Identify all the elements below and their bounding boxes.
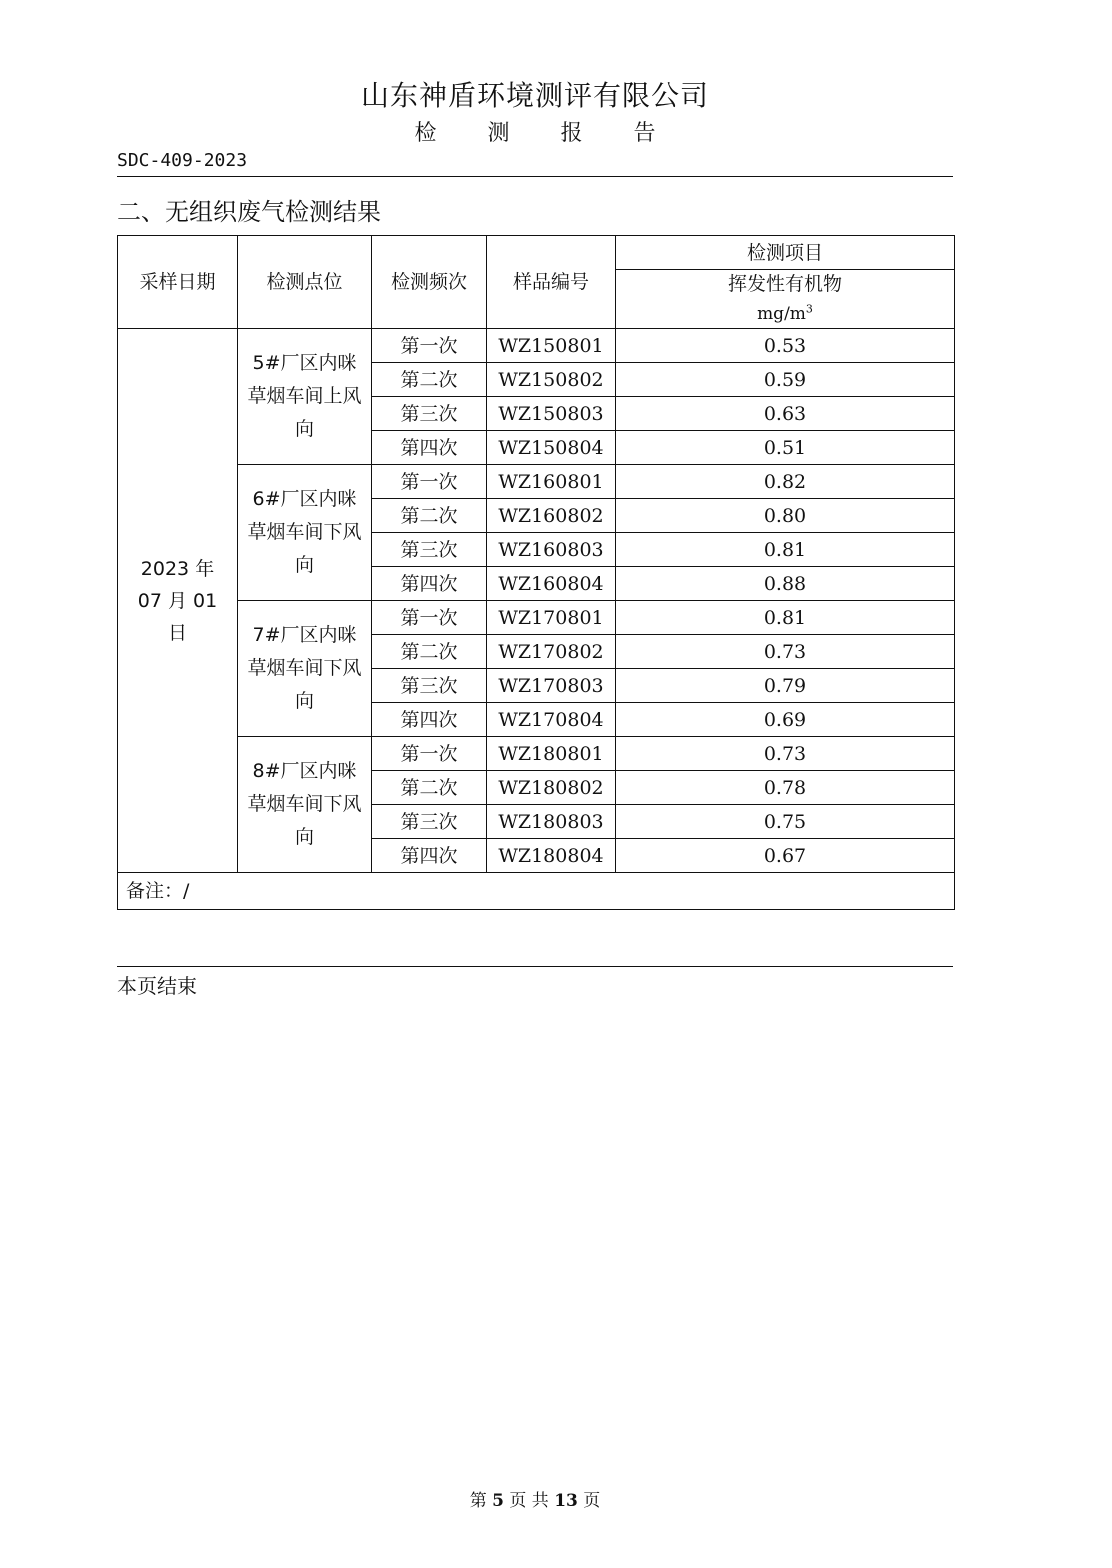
header-divider: [117, 176, 953, 177]
page-current: 5: [492, 1491, 504, 1511]
sample-id-cell: WZ160802: [487, 499, 616, 533]
frequency-cell: 第四次: [372, 703, 487, 737]
sample-id-cell: WZ180804: [487, 839, 616, 873]
item-name: 挥发性有机物: [727, 272, 842, 295]
section-title: 二、无组织废气检测结果: [117, 198, 381, 226]
location-cell: 5#厂区内咪草烟车间上风向: [238, 329, 372, 465]
col-header-item-group: 检测项目: [616, 236, 955, 270]
sample-id-cell: WZ160804: [487, 567, 616, 601]
location-cell: 6#厂区内咪草烟车间下风向: [238, 465, 372, 601]
value-cell: 0.75: [616, 805, 955, 839]
frequency-cell: 第一次: [372, 465, 487, 499]
frequency-cell: 第一次: [372, 737, 487, 771]
col-header-location: 检测点位: [238, 236, 372, 329]
unit-base: mg/m: [757, 304, 806, 325]
page-end-text: 本页结束: [117, 974, 197, 998]
value-cell: 0.67: [616, 839, 955, 873]
item-unit: [757, 304, 813, 324]
value-cell: 0.51: [616, 431, 955, 465]
report-title: 检 测 报 告: [414, 121, 678, 146]
frequency-cell: 第三次: [372, 669, 487, 703]
frequency-cell: 第三次: [372, 533, 487, 567]
frequency-cell: 第二次: [372, 499, 487, 533]
end-divider: [117, 966, 953, 967]
frequency-cell: 第四次: [372, 839, 487, 873]
page-label-1: 第: [469, 1491, 487, 1511]
location-cell: 8#厂区内咪草烟车间下风向: [238, 737, 372, 873]
frequency-cell: 第三次: [372, 397, 487, 431]
sample-id-cell: WZ170802: [487, 635, 616, 669]
value-cell: 0.63: [616, 397, 955, 431]
sample-id-cell: WZ180802: [487, 771, 616, 805]
sample-id-cell: WZ160803: [487, 533, 616, 567]
frequency-cell: 第二次: [372, 635, 487, 669]
value-cell: 0.79: [616, 669, 955, 703]
col-header-sample: 样品编号: [487, 236, 616, 329]
sample-id-cell: WZ150802: [487, 363, 616, 397]
page-total: 13: [554, 1491, 578, 1511]
value-cell: 0.80: [616, 499, 955, 533]
sample-id-cell: WZ150803: [487, 397, 616, 431]
frequency-cell: 第二次: [372, 363, 487, 397]
sample-id-cell: WZ150801: [487, 329, 616, 363]
value-cell: 0.69: [616, 703, 955, 737]
remark-row: [118, 873, 955, 910]
sample-id-cell: WZ160801: [487, 465, 616, 499]
results-table: [117, 235, 955, 910]
frequency-cell: 第四次: [372, 431, 487, 465]
sampling-date-cell: 2023 年 07 月 01 日: [118, 329, 238, 873]
table-row: [118, 737, 955, 771]
table-row: [118, 465, 955, 499]
value-cell: 0.82: [616, 465, 955, 499]
sample-id-cell: WZ150804: [487, 431, 616, 465]
value-cell: 0.73: [616, 635, 955, 669]
sample-id-cell: WZ180801: [487, 737, 616, 771]
col-header-item: [616, 270, 955, 329]
col-header-date: 采样日期: [118, 236, 238, 329]
frequency-cell: 第二次: [372, 771, 487, 805]
page-footer: [0, 1486, 1070, 1511]
document-number: SDC-409-2023: [117, 150, 248, 171]
col-header-frequency: 检测频次: [372, 236, 487, 329]
page-label-3: 页: [583, 1491, 601, 1511]
table-header-row: [118, 236, 955, 270]
page-label-2: 页 共: [509, 1491, 549, 1511]
table-row: [118, 329, 955, 363]
sample-id-cell: WZ170803: [487, 669, 616, 703]
unit-exponent: 3: [805, 302, 813, 316]
sample-id-cell: WZ170804: [487, 703, 616, 737]
value-cell: 0.81: [616, 533, 955, 567]
value-cell: 0.88: [616, 567, 955, 601]
frequency-cell: 第一次: [372, 601, 487, 635]
sample-id-cell: WZ180803: [487, 805, 616, 839]
value-cell: 0.78: [616, 771, 955, 805]
value-cell: 0.53: [616, 329, 955, 363]
location-cell: 7#厂区内咪草烟车间下风向: [238, 601, 372, 737]
remark-cell: 备注：/: [118, 873, 955, 910]
value-cell: 0.59: [616, 363, 955, 397]
table-row: [118, 601, 955, 635]
frequency-cell: 第四次: [372, 567, 487, 601]
value-cell: 0.73: [616, 737, 955, 771]
sample-id-cell: WZ170801: [487, 601, 616, 635]
frequency-cell: 第一次: [372, 329, 487, 363]
value-cell: 0.81: [616, 601, 955, 635]
company-name: 山东神盾环境测评有限公司: [360, 79, 709, 112]
frequency-cell: 第三次: [372, 805, 487, 839]
